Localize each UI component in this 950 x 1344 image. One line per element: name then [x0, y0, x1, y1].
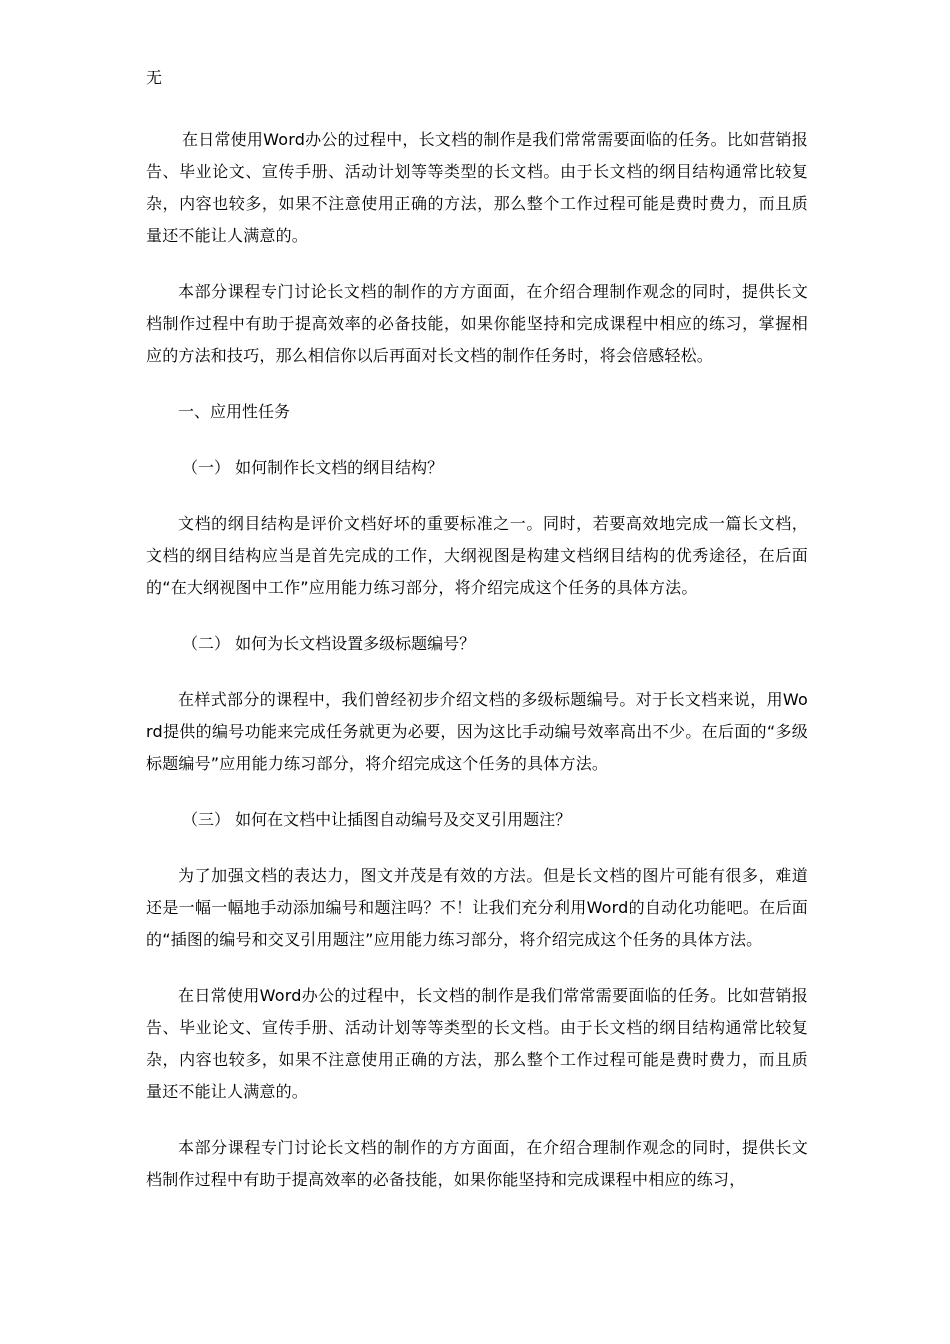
subheading-multilevel-numbering: （二） 如何为长文档设置多级标题编号？ — [182, 634, 476, 653]
paragraph-course-overview: 本部分课程专门讨论长文档的制作的方方面面，在介绍合理制作观念的同时，提供长文档制作过程中有助于提高效率的必备技能，如果你能坚持和完成课程中相应的练习，掌握相应的方法和技巧，那么相信你以后再面对长文档的制作任务时，将会倍感轻松。 — [146, 282, 808, 365]
section-heading-tasks: 一、应用性任务 — [178, 402, 291, 421]
paragraph-multilevel-numbering: 在样式部分的课程中，我们曾经初步介绍文档的多级标题编号。对于长文档来说，用Word提供的编号功能来完成任务就更为必要，因为这比手动编号效率高出不少。在后面的“多级标题编号”应用能力练习部分，将介绍完成这个任务的具体方法。 — [146, 690, 808, 773]
subheading-figure-captions: （三） 如何在文档中让插图自动编号及交叉引用题注？ — [182, 810, 572, 829]
document-body — [146, 124, 808, 1220]
page-header: 无 — [146, 68, 163, 87]
paragraph-intro: 在日常使用Word办公的过程中，长文档的制作是我们常常需要面临的任务。比如营销报告、毕业论文、宣传手册、活动计划等等类型的长文档。由于长文档的纲目结构通常比较复杂，内容也较多，如果不注意使用正确的方法，那么整个工作过程可能是费时费力，而且质量还不能让人满意的。 — [146, 130, 808, 245]
paragraph-outline-structure: 文档的纲目结构是评价文档好坏的重要标准之一。同时，若要高效地完成一篇长文档，文档的纲目结构应当是首先完成的工作，大纲视图是构建文档纲目结构的优秀途径，在后面的“在大纲视图中工作”应用能力练习部分，将介绍完成这个任务的具体方法。 — [146, 514, 808, 597]
paragraph-intro-repeat: 在日常使用Word办公的过程中，长文档的制作是我们常常需要面临的任务。比如营销报告、毕业论文、宣传手册、活动计划等等类型的长文档。由于长文档的纲目结构通常比较复杂，内容也较多，如果不注意使用正确的方法，那么整个工作过程可能是费时费力，而且质量还不能让人满意的。 — [146, 986, 808, 1101]
subheading-outline-structure: （一） 如何制作长文档的纲目结构？ — [182, 458, 444, 477]
paragraph-figure-captions: 为了加强文档的表达力，图文并茂是有效的方法。但是长文档的图片可能有很多，难道还是一幅一幅地手动添加编号和题注吗？不！让我们充分利用Word的自动化功能吧。在后面的“插图的编号和交叉引用题注”应用能力练习部分，将介绍完成这个任务的具体方法。 — [146, 866, 808, 949]
paragraph-course-overview-repeat: 本部分课程专门讨论长文档的制作的方方面面，在介绍合理制作观念的同时，提供长文档制作过程中有助于提高效率的必备技能，如果你能坚持和完成课程中相应的练习， — [146, 1138, 808, 1189]
